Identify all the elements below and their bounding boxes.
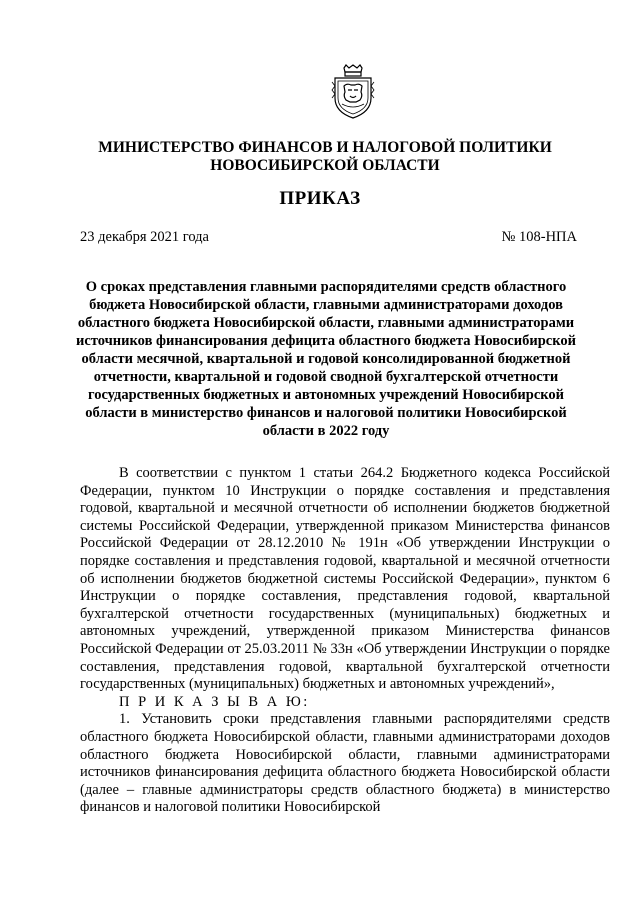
document-subject: О сроках представления главными распорядителями средств областного бюджета Новосибирской области, главными администраторами доходов областного бюджета Новосибирской области, главными администраторами источников финансирования дефицита областного бюджета Новосибирской области месячной, квартальной и годовой консолидированной бюджетной отчетности, квартальной и годовой сводной бухгалтерской отчетности государственных бюджетных и автономных учреждений Новосибирской области в министерство финансов и налоговой политики Новосибирской области в 2022 году (76, 279, 576, 439)
document-body (80, 465, 610, 817)
decree-heading: П Р И К А З Ы В А Ю: (119, 693, 310, 710)
ministry-name (90, 139, 560, 175)
ministry-line-1: МИНИСТЕРСТВО ФИНАНСОВ И НАЛОГОВОЙ ПОЛИТИКИ (98, 139, 552, 156)
ministry-line-2: НОВОСИБИРСКОЙ ОБЛАСТИ (210, 157, 440, 174)
document-type-title: ПРИКАЗ (279, 188, 361, 209)
item-1-paragraph: 1. Установить сроки представления главными распорядителями средств областного бюджета Новосибирской области, главными администраторами доходов областного бюджета Новосибирской области, главными администраторами источников финансирования дефицита областного бюджета Новосибирской области (далее – главные администраторы средств областного бюджета) в министерство финансов и налоговой политики Новосибирской (80, 711, 610, 816)
coat-of-arms-icon (330, 64, 376, 120)
document-number: № 108-НПА (501, 229, 577, 245)
document-date: 23 декабря 2021 года (80, 229, 209, 245)
preamble-paragraph: В соответствии с пунктом 1 статьи 264.2 Бюджетного кодекса Российской Федерации, пунктом 10 Инструкции о порядке составления и представления годовой, квартальной и месячной отчетности об исполнении бюджетов бюджетной системы Российской Федерации, утвержденной приказом Министерства финансов Российской Федерации от 28.12.2010 № 191н «Об утверждении Инструкции о порядке составления и представления годовой, квартальной и месячной отчетности об исполнении бюджетов бюджетной системы Российской Федерации», пунктом 6 Инструкции о порядке составления, представления годовой, квартальной бухгалтерской отчетности государственных (муниципальных) бюджетных и автономных учреждений, утвержденной приказом Министерства финансов Российской Федерации от 25.03.2011 № 33н «Об утверждении Инструкции о порядке составления, представления годовой, квартальной бухгалтерской отчетности государственных (муниципальных) бюджетных и автономных учреждений», (80, 465, 610, 693)
